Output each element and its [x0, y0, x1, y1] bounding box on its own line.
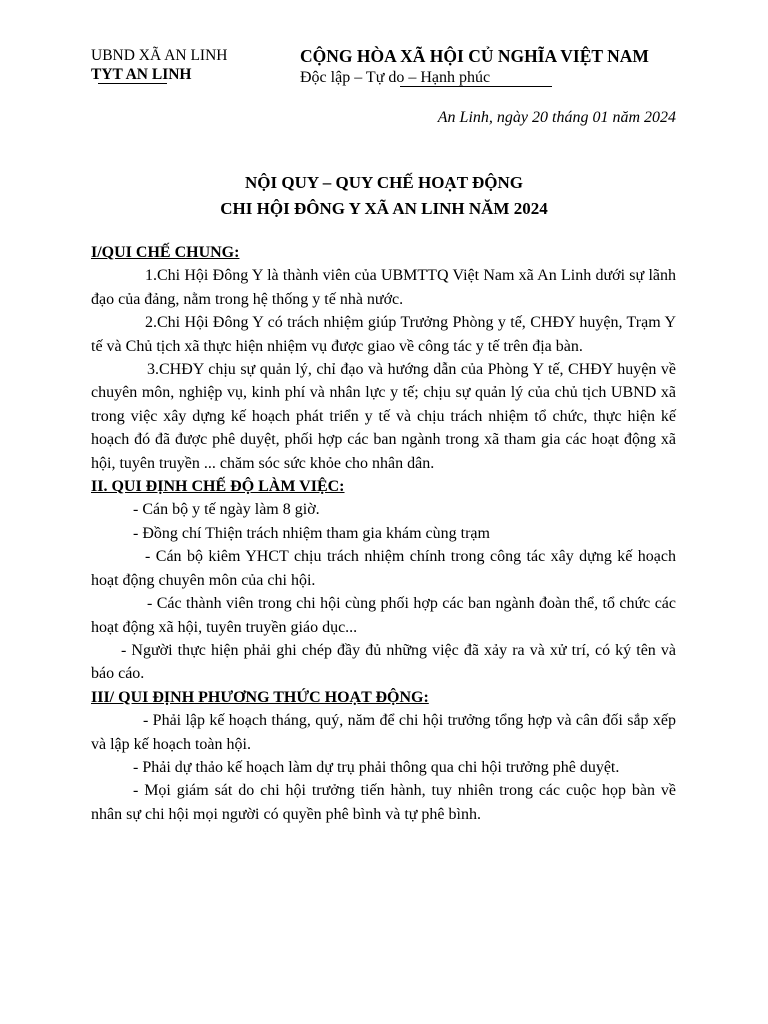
date-line: An Linh, ngày 20 tháng 01 năm 2024	[437, 109, 676, 126]
paragraph: - Phải lập kế hoạch tháng, quý, năm để chi hội trưởng tổng hợp và cân đối sắp xếp và lập kế hoạch toàn hội.	[91, 712, 676, 753]
document-title	[0, 170, 768, 222]
section-heading-1: I/QUI CHẾ CHUNG:	[91, 244, 240, 261]
nation-title: CỘNG HÒA XÃ HỘI CỦ NGHĨA VIỆT NAM	[300, 46, 649, 66]
org-line-1: UBND XÃ AN LINH	[91, 47, 228, 64]
paragraph: - Cán bộ y tế ngày làm 8 giờ.	[133, 501, 320, 519]
paragraph: - Người thực hiện phải ghi chép đầy đủ những việc đã xảy ra và xử trí, có ký tên và báo cáo.	[91, 641, 676, 683]
national-motto: Độc lập – Tự do – Hạnh phúc	[300, 69, 491, 86]
national-header	[300, 46, 649, 88]
org-line-2: TYT AN LINH	[91, 66, 192, 83]
paragraph: - Đồng chí Thiện trách nhiệm tham gia khám cùng trạm	[133, 524, 490, 542]
section-heading-2: II. QUI ĐỊNH CHẾ ĐỘ LÀM VIỆC:	[91, 478, 345, 496]
paragraph: 1.Chi Hội Đông Y là thành viên của UBMTTQ Việt Nam xã An Linh dưới sự lãnh đạo của đảng, nằm trong hệ thống y tế nhà nước.	[91, 267, 676, 308]
paragraph: 2.Chi Hội Đông Y có trách nhiệm giúp Trưởng Phòng y tế, CHĐY huyện, Trạm Y tế và Chủ tịch xã thực hiện nhiệm vụ được giao về công tác y tế trên địa bàn.	[91, 314, 676, 355]
document-body	[91, 241, 676, 826]
section-heading-3: III/ QUI ĐỊNH PHƯƠNG THỨC HOẠT ĐỘNG:	[91, 688, 429, 706]
paragraph: - Cán bộ kiêm YHCT chịu trách nhiệm chính trong công tác xây dựng kế hoạch hoạt động chuyên môn của chi hội.	[91, 548, 676, 589]
paragraph: 3.CHĐY chịu sự quản lý, chỉ đạo và hướng dẫn của Phòng Y tế, CHĐY huyện về chuyên môn, nghiệp vụ, kinh phí và nhân lực y tế; chịu sự quản lý của chủ tịch UBND xã trong việc xây dựng kế hoạch phát triển y tế và chịu trách nhiệm tổ chức, thực hiện kế hoạch đó đã được phê duyệt, phối hợp các ban ngành trong xã tham gia các hoạt động xã hội, tuyên truyền ... chăm sóc sức khỏe cho nhân dân.	[91, 361, 676, 472]
paragraph: - Phải dự thảo kế hoạch làm dự trụ phải thông qua chi hội trưởng phê duyệt.	[133, 758, 620, 776]
paragraph: - Mọi giám sát do chi hội trưởng tiến hành, tuy nhiên trong các cuộc họp bàn về nhân sự chi hội mọi người có quyền phê bình và tự phê bình.	[91, 782, 676, 823]
paragraph: - Các thành viên trong chi hội cùng phối hợp các ban ngành đoàn thể, tổ chức các hoạt động xã hội, tuyên truyền giáo dục...	[91, 595, 676, 636]
issuing-authority	[91, 46, 227, 84]
title-line-2: CHI HỘI ĐÔNG Y XÃ AN LINH NĂM 2024	[220, 199, 548, 218]
title-line-1: NỘI QUY – QUY CHẾ HOẠT ĐỘNG	[244, 173, 523, 192]
